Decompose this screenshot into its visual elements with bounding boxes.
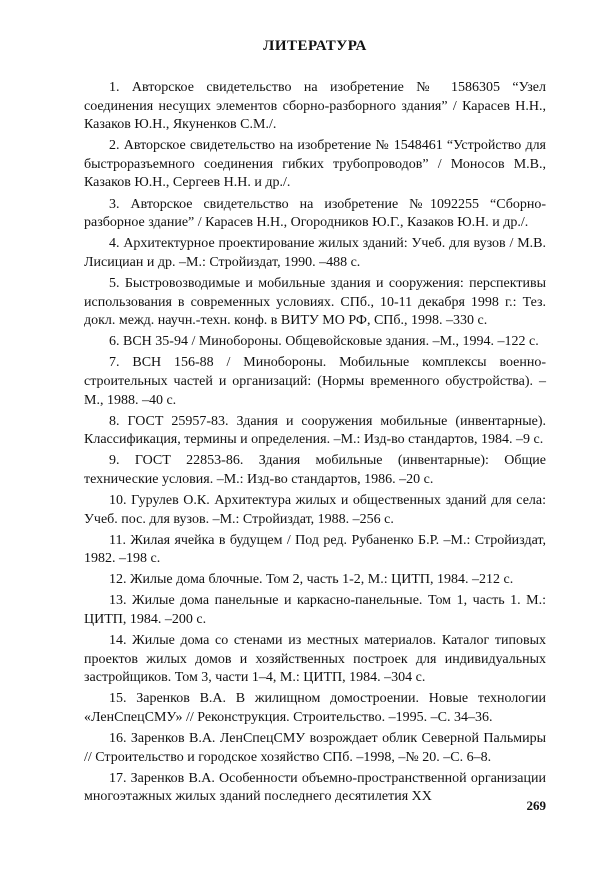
reference-item-11: 11. Жилая ячейка в будущем / Под ред. Рубаненко Б.Р. –М.: Стройиздат, 1982. –198 с. <box>84 532 546 567</box>
reference-item-3: 3. Авторское свидетельство на изобретение №1092255 “Сборно-разборное здание” / Карасев Н.Н., Огородников Ю.Г., Казаков Ю.Н. и др./. <box>84 196 546 231</box>
reference-item-13: 13. Жилые дома панельные и каркасно-панельные. Том 1, часть 1. М.: ЦИТП, 1984. –200 с. <box>84 593 546 628</box>
reference-item-15: 15. Заренков В.А. В жилищном домостроении. Новые технологии «ЛенСпецСМУ» // Реконструкция. Строительство. –1995. –С. 34–36. <box>84 691 546 725</box>
reference-item-1: 1. Авторское свидетельство на изобретение № 1586305 “Узел соединения несущих элементов сборно-разборного здания” / Карасев Н.Н., Казаков Ю.Н., Якуненков С.М./. <box>84 80 546 133</box>
reference-item-2: 2. Авторское свидетельство на изобретение № 1548461 “Устройство для быстроразъемного соединения гибких трубопроводов” / Моносов М.В., Казаков Ю.Н., Сергеев Н.Н. и др./. <box>84 138 546 191</box>
reference-list <box>84 79 546 807</box>
reference-item-6: 6. ВСН 35-94 / Минобороны. Общевойсковые здания. –М., 1994. –122 с. <box>109 334 539 350</box>
reference-item-8: 8. ГОСТ 25957-83. Здания и сооружения мобильные (инвентарные). Классификация, термины и определения. –М.: Изд-во стандартов, 1984. –9 с. <box>84 413 546 448</box>
reference-item-12: 12. Жилые дома блочные. Том 2, часть 1-2, М.: ЦИТП, 1984. –212 с. <box>109 572 514 588</box>
page-title: ЛИТЕРАТУРА <box>263 38 367 54</box>
reference-item-4: 4. Архитектурное проектирование жилых зданий: Учеб. для вузов / М.В. Лисициан и др. –М.: Стройиздат, 1990. –488 с. <box>84 236 546 270</box>
reference-item-16: 16. Заренков В.А. ЛенСпецСМУ возрождает облик Северной Пальмиры // Строительство и городское хозяйство СПб. –1998, –№ 20. –С. 6–8. <box>84 731 546 765</box>
reference-item-9: 9. ГОСТ 22853-86. Здания мобильные (инвентарные): Общие технические условия. –М.: Изд-во стандартов, 1986. –20 с. <box>84 453 546 487</box>
reference-item-5: 5. Быстровозводимые и мобильные здания и сооружения: перспективы использования в современных условиях. СПб., 10-11 декабря 1998 г.: Тез. докл. межд. научн.-техн. конф. в ВИТУ МО РФ, СПб., 1998. –330 с. <box>84 275 546 329</box>
reference-item-7: 7. ВСН 156-88 / Минобороны. Мобильные комплексы военно-строительных частей и организаций: (Нормы временного обустройства). –М., 1988. –40 с. <box>84 355 546 408</box>
reference-item-14: 14. Жилые дома со стенами из местных материалов. Каталог типовых проектов жилых домов и хозяйственных построек для индивидуальных застройщиков. Том 3, части 1–4, М.: ЦИТП, 1984. –304 с. <box>84 633 546 686</box>
page-number: 269 <box>526 798 546 813</box>
reference-item-17: 17. Заренков В.А. Особенности объемно-пространственной организации многоэтажных жилых зданий последнего десятилетия XX <box>84 770 546 805</box>
reference-item-10: 10. Гурулев О.К. Архитектура жилых и общественных зданий для села: Учеб. пос. для вузов. –М.: Стройиздат, 1988. –256 с. <box>84 492 546 527</box>
bibliography-page <box>84 38 546 809</box>
